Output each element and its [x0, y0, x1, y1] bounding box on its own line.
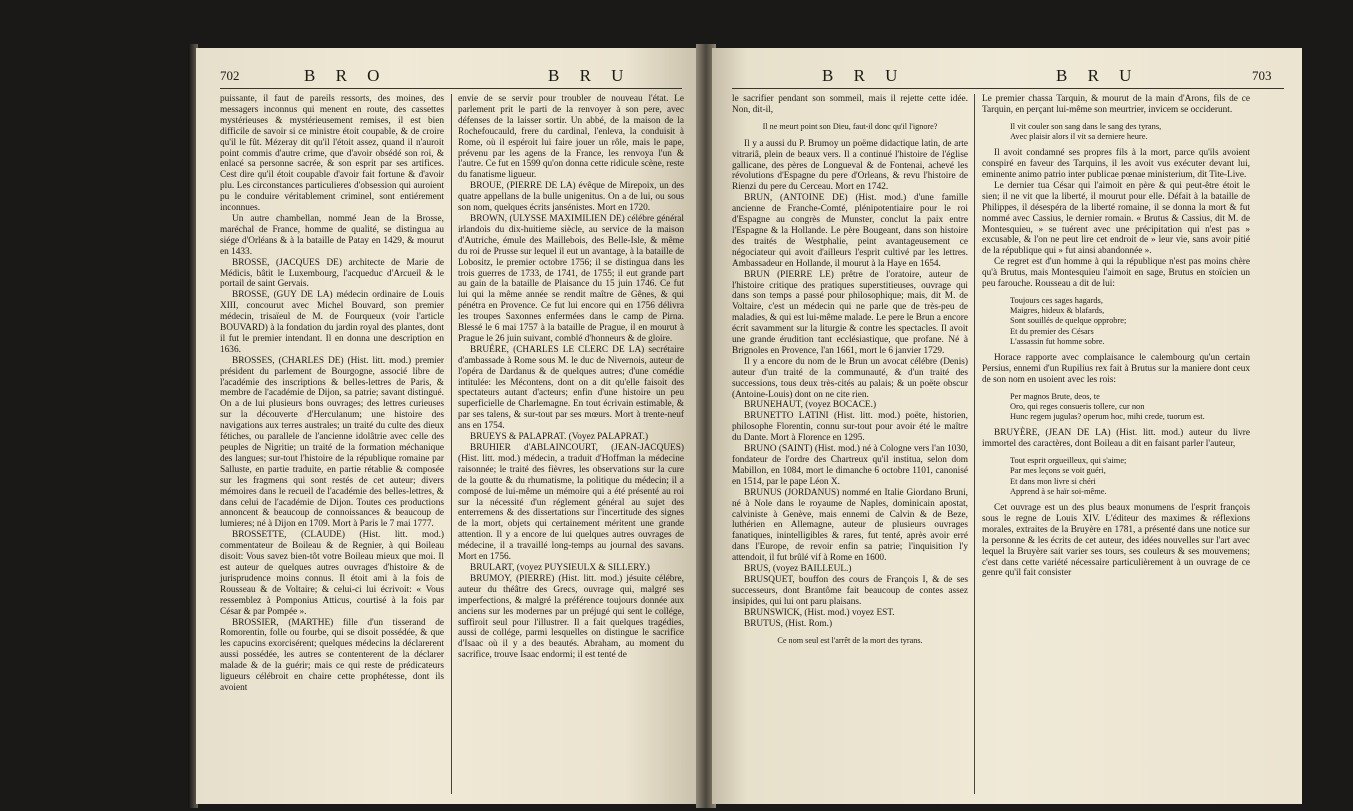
quoted-line: Ce nom seul est l'arrêt de la mort des tyrans.	[777, 635, 923, 645]
dictionary-entry: BROSSES, (CHARLES DE) (Hist. litt. mod.) premier président du parlement de Bourgogne, associé libre de l'académie des inscriptions & belles-lettres de Paris, & membre de l'académie de Dijon, sa patrie; savant distingué. On a de lui plusieurs bons ouvrages; des lettres curieuses sur la découverte d'Herculanum; une histoire des navigations aux terres australes; un traité du culte des dieux fétiches, ou parallele de l'ancienne idolâtrie avec celle des peuples de Nigritie; un traité de la formation méchanique des langues; sur-tout l'histoire de la république romaine par Salluste, en partie traduite, en partie rétablie & composée sur les fragmens qui sont restés de cet auteur; divers mémoires dans le recueil de l'académie des belles-lettres, & dans celui de l'académie de Dijon. Toutes ces productions annoncent & beaucoup de connoissances & beaucoup de lumieres; né à Dijon en 1709. Mort à Paris le 7 mai 1777.	[220, 355, 444, 530]
dictionary-entry: BRUN (PIERRE LE) prêtre de l'oratoire, auteur de l'histoire critique des pratiques superstitieuses, ouvrage qui dans son temps a passé pour philosophique; mais, dit M. de Voltaire, c'est un médecin qui ne parle que de très-peu de maladies, & qui est lui-même malade. Le pere le Brun a encore écrit savamment sur la liturgie & contre les spectacles. Il avoit une grande érudition tant ecclésiastique, que profane. Né à Brignoles en Provence, l'an 1661, mort le 6 janvier 1729.	[732, 269, 968, 356]
verse-quote: Toujours ces sages hagards, Maigres, hideux & blafards, Sont souillés de quelque opprobre; Et du premier des Césars L'assassin fut homme sobre.	[1010, 296, 1127, 346]
column-divider	[974, 94, 975, 794]
right-running-head-left: B R U	[822, 66, 906, 85]
dictionary-entry: BRUNO (SAINT) (Hist. mod.) né à Cologne vers l'an 1030, fondateur de l'ordre des Chartreux qu'il institua, selon dom Mabillon, en 1084, mort le dimanche 6 octobre 1101, canonisé en 1514, par le pape Léon X.	[732, 444, 968, 487]
dictionary-entry: BRUSQUET, bouffon des cours de François I, & de ses successeurs, dont Brantôme fait beaucoup de contes assez insipides, qui lui ont paru plaisans.	[732, 574, 968, 607]
header-rule	[220, 88, 682, 89]
dictionary-entry: BRUTUS, (Hist. Rom.)	[744, 618, 833, 629]
header-rule	[732, 88, 1284, 89]
dictionary-entry: Le premier chassa Tarquin, & mourut de la main d'Arons, fils de ce Tarquin, en perçant lui-même son meurtrier, invicem se occiderunt.	[982, 94, 1250, 115]
left-page-number: 702	[220, 68, 240, 83]
left-column-2	[458, 94, 684, 661]
left-column-1	[220, 94, 444, 694]
column-divider	[451, 94, 452, 794]
dictionary-entry: BROSSE, (GUY DE LA) médecin ordinaire de Louis XIII, concourut avec Michel Bouvard, son premier médecin, trisaïeul de M. de Fourqueux (voir l'article BOUVARD) à la fondation du jardin royal des plantes, dont il fut le premier intendant. Il en donna une description en 1636.	[220, 290, 444, 355]
dictionary-entry: BRUNETTO LATINI (Hist. litt. mod.) poëte, historien, philosophe Florentin, connu sur-tout pour avoir été le maître du Dante. Mort à Florence en 1295.	[732, 411, 968, 444]
dictionary-entry: Le dernier tua César qui l'aimoit en père & qui peut-être étoit le sien; il ne vit que la liberté, il mourut pour elle. Défait à la bataille de Philippes, il désespéra de la liberté romaine, il se donna la mort & fut nommé avec Cassius, le dernier romain. « Brutus & Cassius, dit M. de Montesquieu, » se tuérent avec une précipitation qui n'est pas » excusable, & l'on ne peut lire cet endroit de » leur vie, sans avoir pitié de la république qui » fut ainsi abandonnée ».	[982, 180, 1250, 257]
dictionary-entry: BROSSETTE, (CLAUDE) (Hist. litt. mod.) commentateur de Boileau & de Regnier, à qui Boileau disoit: Vous savez bien-tôt votre Boileau mieux que moi. Il est auteur de quelques autres ouvrages d'histoire & de jurisprudence moins connus. Il étoit ami à la fois de Rousseau & de Voltaire; & celui-ci lui écrivoit: « Vous ressemblez à Pomponius Atticus, courtisé à la fois par César & par Pompée ».	[220, 530, 444, 617]
quoted-line: Il ne meurt point son Dieu, faut-il donc qu'il l'ignore?	[762, 121, 938, 131]
dictionary-entry: envie de se servir pour troubler de nouveau l'état. Le parlement prit le parti de la renvoyer à son pere, avec défenses de la laisser sortir. Un abbé, de la maison de la Rochefoucauld, frere du cardinal, l'enleva, la conduisit à Rome, où il espéroit lui faire jouer un rôle, mais le pape, prévenu par les agens de la France, les renvoya l'un & l'autre. Ce fut en 1599 qu'on donna cette ridicule scène, reste du fanatisme ligueur.	[458, 94, 684, 181]
right-page	[712, 48, 1302, 804]
verse-quote: Per magnos Brute, deos, te Oro, qui reges consueris tollere, cur non Hunc regem jugulas? operum hoc, mihi crede, tuorum est.	[1010, 391, 1205, 422]
dictionary-entry: BRUS, (voyez BAILLEUL.)	[744, 564, 852, 575]
dictionary-entry: le sacrifier pendant son sommeil, mais il rejette cette idée. Non, dit-il,	[732, 94, 968, 115]
dictionary-entry: BRUN, (ANTOINE DE) (Hist. mod.) d'une famille ancienne de Franche-Comté, plénipotentiaire pour le roi d'Espagne au congrès de Munster, conclut la paix entre l'Espagne & la Hollande. Le père Bougeant, dans son histoire des traités de Westphalie, peint avantageusement ce négociateur qui avoit d'ailleurs l'esprit cultivé par les lettres. Ambassadeur en Hollande, il mourut à la Haye en 1654.	[732, 193, 968, 269]
right-running-head-right: B R U	[1056, 66, 1140, 85]
right-column-1	[732, 94, 968, 652]
left-running-head-right: B R U	[548, 66, 632, 85]
dictionary-entry: BRUEYS & PALAPRAT. (Voyez PALAPRAT.)	[470, 432, 649, 443]
dictionary-entry: Cet ouvrage est un des plus beaux monumens de l'esprit françois sous le regne de Louis XIV. L'éditeur des maximes & réflexions morales, extraites de la Bruyère en 1781, a présenté dans une notice sur la personne & les écrits de cet auteur, des idées nouvelles sur l'art avec lequel la Bruyère sait varier ses tours, ses couleurs & ses mouvemens; c'est dans cette variété nécessaire particulièrement à un ouvrage de ce genre qu'il fait consister	[982, 502, 1250, 579]
verse-quote: Tout esprit orgueilleux, qui s'aime; Par mes leçons se voit guéri, Et dans mon livre si chéri Apprend à se haïr soi-même.	[1010, 456, 1127, 496]
dictionary-entry: puissante, il faut de pareils ressorts, des moines, des messagers inconnus qui menent en route, des cassettes mystérieuses & mystérieusement remises, il est bien difficile de savoir si ce ministre étoit coupable, & de croire qu'il le fût. Mézeray dit qu'il l'étoit assez, quand il n'auroit point commis d'autre crime, que d'avoir obsédé son roi, & enlacé sa personne sacrée, & son esprit par ses artifices. Cest dire qu'il étoit coupable d'avoir fait fortune & d'avoir plu. Les circonstances particulieres d'obsession qui auroient pu le conduire véritablement criminel, sont entiérement inconnues.	[220, 94, 444, 214]
right-page-number: 703	[1252, 68, 1272, 83]
dictionary-entry: BRUNUS (JORDANUS) nommé en Italie Giordano Bruni, né à Nole dans le royaume de Naples, dominicain apostat, calviniste à Genève, mais ennemi de Calvin & de Beze, luthérien en Allemagne, auteur de plusieurs ouvrages fanatiques, inintelligibles & rares, fut tenté, après avoir erré dans l'Europe, de revoir enfin sa patrie; l'inquisition l'y attendoit, il fut brûlé vif à Rome en 1600.	[732, 487, 968, 564]
dictionary-entry: BRULART, (voyez PUYSIEULX & SILLERY.)	[470, 562, 650, 573]
dictionary-entry: BRUNEHAUT, (voyez BOCACE.)	[744, 400, 877, 411]
dictionary-entry: BROSSIER, (MARTHE) fille d'un tisserand de Romorentin, folle ou fourbe, qui se disoit possédée, & que les capucins exorcisérent; quelques médecins la déclarerent aussi possédée, les autres se contenterent de la déclarer malade & de la guérir; mais ce qui reste de prédicateurs ligueurs célébroit en chaire cette prophétesse, dont ils avoient	[220, 617, 444, 693]
dictionary-entry: BRUNSWICK, (Hist. mod.) voyez EST.	[744, 607, 895, 618]
dictionary-entry: BRUYÈRE, (JEAN DE LA) (Hist. litt. mod.) auteur du livre immortel des caractères, dont Boileau a dit en faisant parler l'auteur,	[982, 428, 1250, 450]
verse-quote: Il vit couler son sang dans le sang des tyrans, Avec plaisir alors il vit sa derniere heure.	[1010, 121, 1162, 142]
dictionary-entry: Un autre chambellan, nommé Jean de la Brosse, maréchal de France, homme de qualité, se distingua au siége d'Orléans & à la bataille de Patay en 1429, & mourut en 1433.	[220, 213, 444, 257]
dictionary-entry: BROWN, (ULYSSE MAXIMILIEN DE) célébre général irlandois du dix-huitieme siècle, au service de la maison d'Autriche, émule des Maillebois, des Belle-Isle, & même du roi de Prusse sur lequel il eut un avantage, à la bataille de Lobositz, le premier octobre 1756; il se distingua dans les trois guerres de 1733, de 1741, de 1755; il eut grande part au gain de la bataille de Plaisance du 15 juin 1746. Ce fut lui qui la même année se rendit maître de Gênes, & qui pénétra en Provence. Ce fut lui encore qui en 1756 délivra les troupes Saxonnes enfermées dans le camp de Pirna. Blessé le 6 mai 1757 à la bataille de Prague, il en mourut à Prague le 26 juin suivant, comblé d'honneurs & de gloire.	[458, 213, 684, 344]
dictionary-entry: Horace rapporte avec complaisance le calembourg qu'un certain Persius, ennemi d'un Rupilius rex fait à Brutus sur la maniere dont ceux de son nom en usoient avec les rois:	[982, 353, 1250, 385]
dictionary-entry: Il y a aussi du P. Brumoy un poëme didactique latin, de arte vitrariâ, plein de beaux vers. Il a continué l'histoire de l'église gallicane, des pères de Longueval & de Fontenai, achevé les révolutions d'Espagne du pere d'Orleans, & revu l'histoire de Rienzi du pere du Cerceau. Mort en 1742.	[732, 138, 968, 193]
dictionary-entry: Il y a encore du nom de le Brun un avocat célébre (Denis) auteur d'un traité de la communauté, & d'un traité des successions, tous deux très-cités au palais; & un poëte obscur (Antoine-Louis) dont on ne cite rien.	[732, 356, 968, 400]
dictionary-entry: Ce regret est d'un homme à qui la république n'est pas moins chère qu'à Brutus, mais Montesquieu l'aimoit en sage, Brutus en stoïcien un peu farouche. Rousseau a dit de lui:	[982, 257, 1250, 290]
left-running-head-left: B R O	[304, 66, 388, 85]
dictionary-entry: BRUHIER d'ABLAINCOURT, (JEAN-JACQUES) (Hist. litt. mod.) médecin, a traduit d'Hoffman la médecine raisonnée; le traité des fièvres, les observations sur la cure de la goutte & du rhumatisme, la politique du médecin; il a composé de lui-même un mémoire qui a été présenté au roi sur la nécessité d'un réglement général au sujet des enterremens & des dissertations sur l'incertitude des signes de la mort, objets qui certainement méritent une grande attention. Il y a encore de lui quelques autres ouvrages de médecine, il a travaillé long-temps au journal des savans. Mort en 1756.	[458, 443, 684, 563]
dictionary-entry: BROUE, (PIERRE DE LA) évêque de Mirepoix, un des quatre appellans de la bulle unigenitus. On a de lui, ou sous son nom, quelques écrits jansénistes. Mort en 1720.	[458, 181, 684, 214]
dictionary-entry: BRUÉRE, (CHARLES LE CLERC DE LA) secrétaire d'ambassade à Rome sous M. le duc de Nivernois, auteur de l'opéra de Dardanus & de quelques autres; d'une comédie intitulée: les Mécontens, dont on a dit qu'elle faisoit des spectateurs autant d'acteurs; enfin d'une histoire un peu superficielle de Charlemagne. En tout écrivain estimable, & par ses talens, & sur-tout par ses mœurs. Mort à trente-neuf ans en 1754.	[458, 344, 684, 432]
dictionary-entry: Il avoit condamné ses propres fils à la mort, parce qu'ils avoient conspiré en faveur des Tarquins, il les avoit vus exécuter devant lui, eminente animo patrio inter publicae pœnae ministerium, dit Tite-Live.	[982, 148, 1250, 181]
dictionary-entry: BROSSE, (JACQUES DE) architecte de Marie de Médicis, bâtit le Luxembourg, l'acqueduc d'Arcueil & le portail de saint Gervais.	[220, 257, 444, 290]
dictionary-entry: BRUMOY, (PIERRE) (Hist. litt. mod.) jésuite célébre, auteur du théâtre des Grecs, ouvrage qui, malgré ses imperfections, & malgré la préférence toujours donnée aux anciens sur les modernes par un préjugé qui sent le collége, suffiroit seul pour l'illustrer. Il a fait quelques tragédies, aussi de collége, parmi lesquelles on distingue le sacrifice d'Isaac où il y a des beautés. Abraham, au moment du sacrifice, trouve Isaac endormi; il est tenté de	[458, 573, 684, 661]
left-page	[196, 48, 700, 804]
right-column-2	[982, 94, 1250, 579]
